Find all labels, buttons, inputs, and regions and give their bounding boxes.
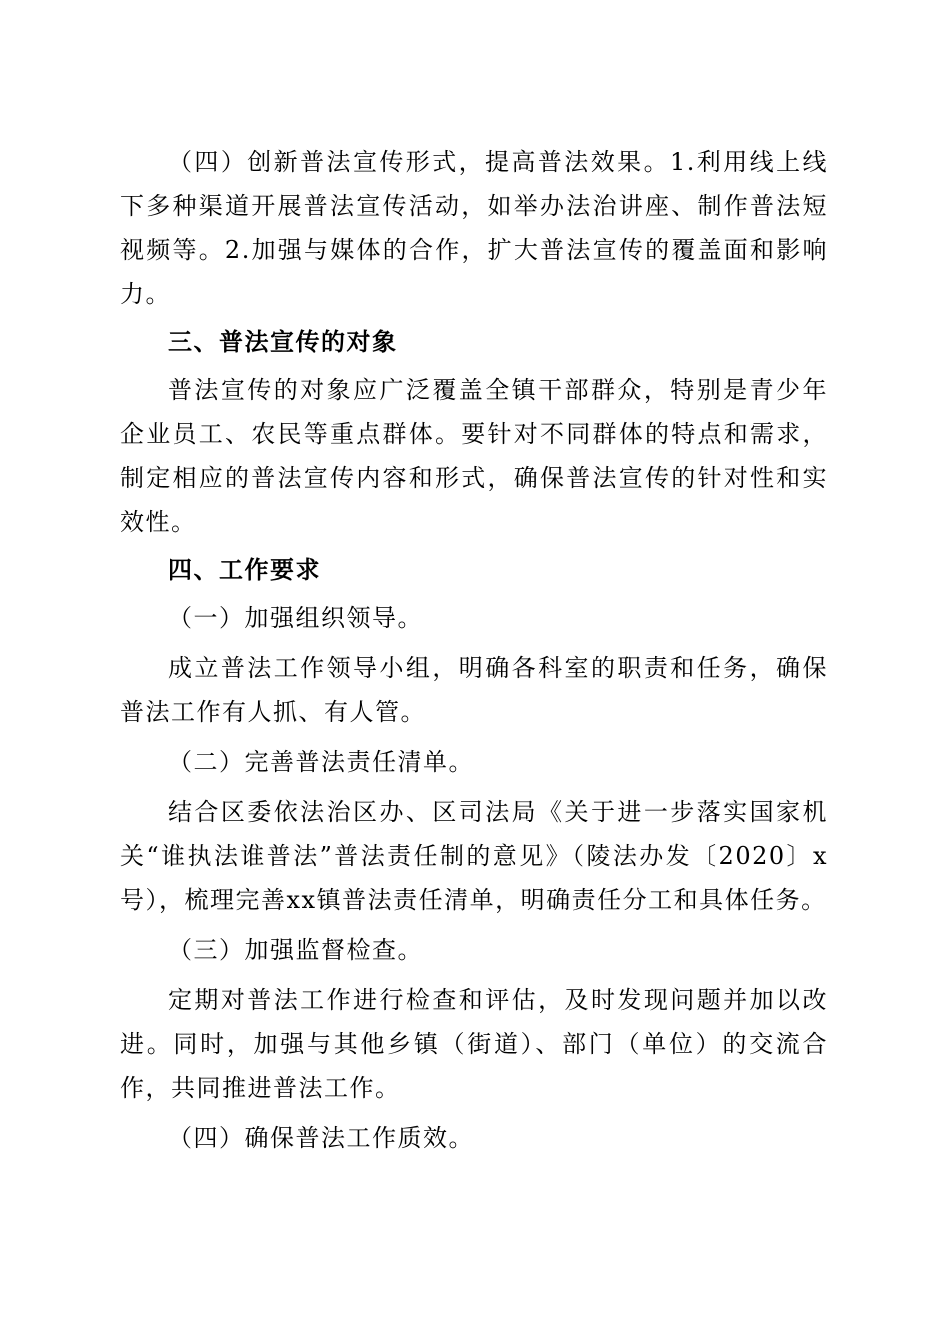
paragraph-publicity-targets: 普法宣传的对象应广泛覆盖全镇干部群众，特别是青少年企业员工、农民等重点群体。要针对不同群体的特点和需求，制定相应的普法宣传内容和形式，确保普法宣传的针对性和实效性。 (120, 376, 828, 536)
subheading-organization-leadership: （一）加强组织领导。 (168, 604, 423, 632)
subheading-supervision-inspection: （三）加强监督检查。 (168, 936, 423, 964)
document-body (120, 140, 828, 1160)
paragraph-supervision-inspection: 定期对普法工作进行检查和评估，及时发现问题并加以改进。同时，加强与其他乡镇（街道）、部门（单位）的交流合作，共同推进普法工作。 (120, 986, 828, 1102)
heading-work-requirements: 四、工作要求 (168, 556, 321, 584)
heading-publicity-targets: 三、普法宣传的对象 (168, 328, 398, 356)
paragraph-responsibility-list: 结合区委依法治区办、区司法局《关于进一步落实国家机关“谁执法谁普法”普法责任制的意见》（陵法办发〔2020〕x号），梳理完善xx镇普法责任清单，明确责任分工和具体任务。 (120, 798, 828, 914)
subheading-work-quality: （四）确保普法工作质效。 (168, 1124, 474, 1152)
subheading-responsibility-list: （二）完善普法责任清单。 (168, 748, 474, 776)
paragraph-innovate-publicity: （四）创新普法宣传形式，提高普法效果。1.利用线上线下多种渠道开展普法宣传活动，如举办法治讲座、制作普法短视频等。2.加强与媒体的合作，扩大普法宣传的覆盖面和影响力。 (120, 148, 828, 308)
paragraph-organization-leadership: 成立普法工作领导小组，明确各科室的职责和任务，确保普法工作有人抓、有人管。 (120, 654, 828, 726)
